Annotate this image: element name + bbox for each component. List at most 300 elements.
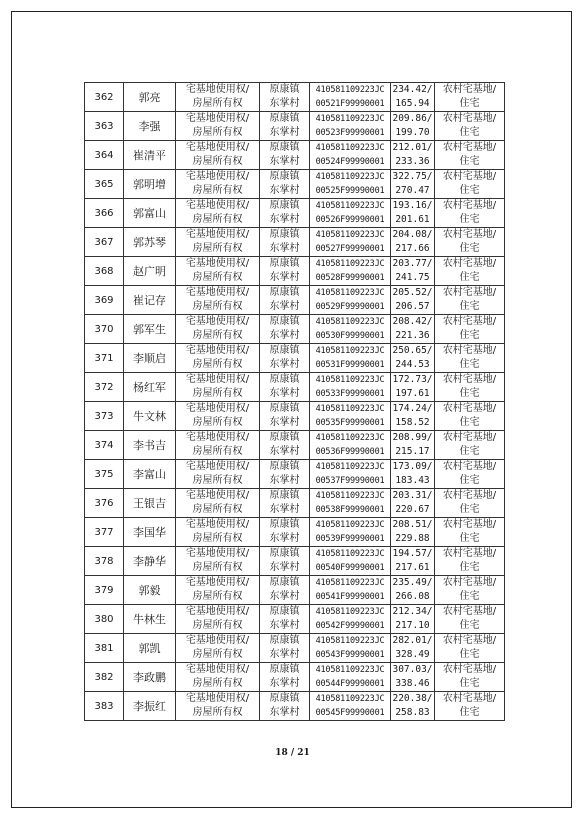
table-row	[85, 402, 505, 431]
table-row	[85, 315, 505, 344]
land-use-line: 农村宅基地/	[442, 577, 497, 588]
table-row	[85, 344, 505, 373]
parcel-code-line: 00545F99990001	[315, 708, 385, 718]
area-cell	[391, 576, 435, 605]
area-line: 204.08/	[392, 229, 433, 240]
location-line: 东掌村	[269, 620, 300, 631]
location-line: 原康镇	[269, 664, 300, 675]
location-cell	[260, 228, 310, 257]
parcel-code-line: 00542F99990001	[315, 621, 385, 631]
parcel-code-line: 00533F99990001	[315, 389, 385, 399]
location-line: 东掌村	[269, 330, 300, 341]
parcel-code-line: 00523F99990001	[315, 128, 385, 138]
row-number-cell: 366	[85, 199, 124, 228]
parcel-code-line: 410581109223JC	[315, 346, 385, 356]
row-number-cell: 370	[85, 315, 124, 344]
land-use-cell	[435, 286, 505, 315]
table-row	[85, 518, 505, 547]
parcel-code-line: 410581109223JC	[315, 375, 385, 385]
parcel-code-line: 00529F99990001	[315, 302, 385, 312]
parcel-code-line: 410581109223JC	[315, 578, 385, 588]
right-type-line: 宅基地使用权/	[185, 490, 250, 501]
location-line: 东掌村	[269, 533, 300, 544]
land-use-cell	[435, 547, 505, 576]
owner-name-cell: 郭毅	[124, 576, 176, 605]
parcel-code-cell	[310, 460, 391, 489]
land-use-cell	[435, 460, 505, 489]
land-use-line: 住宅	[459, 591, 480, 602]
land-use-line: 住宅	[459, 156, 480, 167]
location-line: 原康镇	[269, 287, 300, 298]
parcel-code-line: 410581109223JC	[315, 694, 385, 704]
area-line: 174.24/	[392, 403, 433, 414]
right-type-cell	[176, 518, 260, 547]
parcel-code-cell	[310, 257, 391, 286]
location-line: 东掌村	[269, 301, 300, 312]
parcel-code-cell	[310, 199, 391, 228]
owner-name-cell: 李强	[124, 112, 176, 141]
area-line: 220.67	[395, 504, 430, 515]
land-use-line: 住宅	[459, 243, 480, 254]
location-line: 原康镇	[269, 693, 300, 704]
row-number-cell: 380	[85, 605, 124, 634]
row-number-cell: 377	[85, 518, 124, 547]
right-type-line: 房屋所有权	[192, 388, 243, 399]
location-line: 东掌村	[269, 127, 300, 138]
owner-name-cell: 郭军生	[124, 315, 176, 344]
parcel-code-line: 410581109223JC	[315, 259, 385, 269]
land-use-cell	[435, 112, 505, 141]
area-line: 270.47	[395, 185, 430, 196]
parcel-code-cell	[310, 663, 391, 692]
parcel-code-cell	[310, 170, 391, 199]
right-type-line: 房屋所有权	[192, 620, 243, 631]
right-type-line: 宅基地使用权/	[185, 664, 250, 675]
location-line: 东掌村	[269, 707, 300, 718]
area-cell	[391, 344, 435, 373]
right-type-line: 宅基地使用权/	[185, 548, 250, 559]
parcel-code-cell	[310, 605, 391, 634]
area-cell	[391, 518, 435, 547]
area-line: 206.57	[395, 301, 430, 312]
area-line: 208.51/	[392, 519, 433, 530]
parcel-code-line: 00530F99990001	[315, 331, 385, 341]
land-use-cell	[435, 170, 505, 199]
right-type-line: 宅基地使用权/	[185, 287, 250, 298]
land-use-line: 农村宅基地/	[442, 519, 497, 530]
land-use-line: 住宅	[459, 301, 480, 312]
table-row	[85, 663, 505, 692]
row-number-cell: 362	[85, 83, 124, 112]
location-line: 东掌村	[269, 156, 300, 167]
area-line: 258.83	[395, 707, 430, 718]
land-use-line: 农村宅基地/	[442, 432, 497, 443]
land-use-line: 农村宅基地/	[442, 229, 497, 240]
land-use-line: 农村宅基地/	[442, 200, 497, 211]
parcel-code-line: 410581109223JC	[315, 404, 385, 414]
owner-name-cell: 牛林生	[124, 605, 176, 634]
table-row	[85, 692, 505, 721]
area-cell	[391, 141, 435, 170]
parcel-code-line: 00539F99990001	[315, 534, 385, 544]
land-use-cell	[435, 257, 505, 286]
land-use-cell	[435, 431, 505, 460]
row-number-cell: 374	[85, 431, 124, 460]
land-use-line: 农村宅基地/	[442, 403, 497, 414]
area-cell	[391, 228, 435, 257]
location-cell	[260, 460, 310, 489]
area-cell	[391, 402, 435, 431]
location-line: 东掌村	[269, 562, 300, 573]
row-number-cell: 376	[85, 489, 124, 518]
right-type-cell	[176, 460, 260, 489]
right-type-cell	[176, 315, 260, 344]
right-type-line: 宅基地使用权/	[185, 693, 250, 704]
land-use-line: 住宅	[459, 533, 480, 544]
right-type-line: 宅基地使用权/	[185, 345, 250, 356]
parcel-code-line: 410581109223JC	[315, 143, 385, 153]
owner-name-cell: 王银吉	[124, 489, 176, 518]
land-use-cell	[435, 373, 505, 402]
area-line: 244.53	[395, 359, 430, 370]
land-use-line: 农村宅基地/	[442, 635, 497, 646]
land-use-line: 住宅	[459, 98, 480, 109]
location-cell	[260, 199, 310, 228]
row-number-cell: 363	[85, 112, 124, 141]
right-type-line: 宅基地使用权/	[185, 577, 250, 588]
area-line: 221.36	[395, 330, 430, 341]
right-type-cell	[176, 257, 260, 286]
area-line: 266.08	[395, 591, 430, 602]
land-use-cell	[435, 692, 505, 721]
location-cell	[260, 257, 310, 286]
area-line: 194.57/	[392, 548, 433, 559]
land-use-line: 农村宅基地/	[442, 461, 497, 472]
right-type-line: 房屋所有权	[192, 533, 243, 544]
owner-name-cell: 崔清平	[124, 141, 176, 170]
parcel-code-line: 00536F99990001	[315, 447, 385, 457]
location-line: 东掌村	[269, 359, 300, 370]
owner-name-cell: 郭明增	[124, 170, 176, 199]
right-type-line: 房屋所有权	[192, 214, 243, 225]
page-number: 18 / 21	[275, 748, 310, 758]
parcel-code-cell	[310, 634, 391, 663]
location-line: 东掌村	[269, 98, 300, 109]
right-type-line: 宅基地使用权/	[185, 316, 250, 327]
owner-name-cell: 杨红军	[124, 373, 176, 402]
land-use-cell	[435, 315, 505, 344]
land-use-cell	[435, 605, 505, 634]
parcel-code-line: 00521F99990001	[315, 99, 385, 109]
area-cell	[391, 547, 435, 576]
owner-name-cell: 李振红	[124, 692, 176, 721]
area-line: 322.75/	[392, 171, 433, 182]
area-line: 183.43	[395, 475, 430, 486]
area-cell	[391, 315, 435, 344]
location-line: 东掌村	[269, 243, 300, 254]
table-row	[85, 605, 505, 634]
land-use-line: 住宅	[459, 417, 480, 428]
area-cell	[391, 170, 435, 199]
area-line: 229.88	[395, 533, 430, 544]
right-type-line: 房屋所有权	[192, 649, 243, 660]
right-type-line: 房屋所有权	[192, 301, 243, 312]
location-line: 原康镇	[269, 461, 300, 472]
table-row	[85, 141, 505, 170]
land-use-line: 住宅	[459, 272, 480, 283]
land-use-line: 住宅	[459, 214, 480, 225]
land-use-line: 住宅	[459, 707, 480, 718]
land-use-line: 农村宅基地/	[442, 287, 497, 298]
area-cell	[391, 199, 435, 228]
location-line: 原康镇	[269, 84, 300, 95]
area-cell	[391, 257, 435, 286]
right-type-line: 房屋所有权	[192, 127, 243, 138]
parcel-code-line: 410581109223JC	[315, 665, 385, 675]
area-line: 203.77/	[392, 258, 433, 269]
location-cell	[260, 518, 310, 547]
area-line: 250.65/	[392, 345, 433, 356]
location-cell	[260, 547, 310, 576]
land-use-cell	[435, 141, 505, 170]
land-use-line: 农村宅基地/	[442, 171, 497, 182]
parcel-code-cell	[310, 518, 391, 547]
area-line: 217.66	[395, 243, 430, 254]
table-row	[85, 489, 505, 518]
table-row	[85, 170, 505, 199]
location-cell	[260, 170, 310, 199]
area-cell	[391, 489, 435, 518]
land-use-line: 住宅	[459, 388, 480, 399]
owner-name-cell: 郭凯	[124, 634, 176, 663]
land-use-cell	[435, 518, 505, 547]
row-number-cell: 379	[85, 576, 124, 605]
right-type-line: 房屋所有权	[192, 475, 243, 486]
parcel-code-line: 410581109223JC	[315, 317, 385, 327]
area-line: 193.16/	[392, 200, 433, 211]
right-type-cell	[176, 663, 260, 692]
right-type-cell	[176, 489, 260, 518]
right-type-cell	[176, 83, 260, 112]
area-cell	[391, 431, 435, 460]
right-type-line: 宅基地使用权/	[185, 258, 250, 269]
area-line: 209.86/	[392, 113, 433, 124]
area-cell	[391, 83, 435, 112]
location-line: 东掌村	[269, 475, 300, 486]
area-line: 201.61	[395, 214, 430, 225]
parcel-code-line: 00525F99990001	[315, 186, 385, 196]
land-use-line: 农村宅基地/	[442, 84, 497, 95]
parcel-code-line: 410581109223JC	[315, 636, 385, 646]
right-type-line: 房屋所有权	[192, 678, 243, 689]
table-body	[85, 83, 505, 721]
parcel-code-line: 00544F99990001	[315, 679, 385, 689]
owner-name-cell: 李静华	[124, 547, 176, 576]
parcel-code-line: 00527F99990001	[315, 244, 385, 254]
location-line: 原康镇	[269, 171, 300, 182]
location-line: 原康镇	[269, 113, 300, 124]
location-line: 东掌村	[269, 185, 300, 196]
location-line: 东掌村	[269, 446, 300, 457]
land-use-line: 住宅	[459, 504, 480, 515]
land-use-line: 农村宅基地/	[442, 113, 497, 124]
parcel-code-cell	[310, 112, 391, 141]
right-type-line: 房屋所有权	[192, 504, 243, 515]
right-type-line: 房屋所有权	[192, 591, 243, 602]
area-line: 205.52/	[392, 287, 433, 298]
area-line: 338.46	[395, 678, 430, 689]
land-use-line: 住宅	[459, 359, 480, 370]
row-number-cell: 367	[85, 228, 124, 257]
parcel-code-line: 00524F99990001	[315, 157, 385, 167]
land-use-line: 农村宅基地/	[442, 374, 497, 385]
area-line: 241.75	[395, 272, 430, 283]
location-line: 原康镇	[269, 403, 300, 414]
right-type-line: 宅基地使用权/	[185, 635, 250, 646]
location-line: 原康镇	[269, 316, 300, 327]
parcel-code-line: 00540F99990001	[315, 563, 385, 573]
right-type-line: 宅基地使用权/	[185, 519, 250, 530]
land-use-line: 住宅	[459, 446, 480, 457]
area-line: 220.38/	[392, 693, 433, 704]
location-cell	[260, 692, 310, 721]
location-cell	[260, 112, 310, 141]
location-cell	[260, 83, 310, 112]
land-use-line: 住宅	[459, 649, 480, 660]
land-use-line: 农村宅基地/	[442, 316, 497, 327]
parcel-code-line: 00543F99990001	[315, 650, 385, 660]
location-line: 原康镇	[269, 374, 300, 385]
parcel-code-cell	[310, 692, 391, 721]
location-line: 原康镇	[269, 577, 300, 588]
parcel-code-cell	[310, 228, 391, 257]
right-type-cell	[176, 605, 260, 634]
land-use-line: 住宅	[459, 562, 480, 573]
area-line: 208.42/	[392, 316, 433, 327]
table-row	[85, 547, 505, 576]
parcel-code-cell	[310, 489, 391, 518]
land-use-cell	[435, 83, 505, 112]
parcel-code-line: 410581109223JC	[315, 85, 385, 95]
area-line: 217.61	[395, 562, 430, 573]
row-number-cell: 382	[85, 663, 124, 692]
location-line: 原康镇	[269, 142, 300, 153]
right-type-line: 宅基地使用权/	[185, 84, 250, 95]
owner-name-cell: 李政鹏	[124, 663, 176, 692]
area-line: 158.52	[395, 417, 430, 428]
table-row	[85, 634, 505, 663]
right-type-cell	[176, 547, 260, 576]
parcel-code-cell	[310, 402, 391, 431]
owner-name-cell: 崔记存	[124, 286, 176, 315]
row-number-cell: 373	[85, 402, 124, 431]
parcel-code-line: 00528F99990001	[315, 273, 385, 283]
row-number-cell: 365	[85, 170, 124, 199]
area-line: 212.01/	[392, 142, 433, 153]
area-cell	[391, 605, 435, 634]
land-use-line: 住宅	[459, 330, 480, 341]
land-use-line: 住宅	[459, 127, 480, 138]
land-use-cell	[435, 344, 505, 373]
parcel-code-cell	[310, 315, 391, 344]
area-cell	[391, 634, 435, 663]
table-row	[85, 199, 505, 228]
right-type-cell	[176, 199, 260, 228]
parcel-code-line: 00531F99990001	[315, 360, 385, 370]
location-line: 东掌村	[269, 591, 300, 602]
parcel-code-line: 410581109223JC	[315, 288, 385, 298]
location-line: 东掌村	[269, 649, 300, 660]
right-type-line: 房屋所有权	[192, 417, 243, 428]
row-number-cell: 381	[85, 634, 124, 663]
land-use-line: 农村宅基地/	[442, 258, 497, 269]
location-cell	[260, 141, 310, 170]
area-line: 208.99/	[392, 432, 433, 443]
location-cell	[260, 286, 310, 315]
table-row	[85, 112, 505, 141]
area-line: 307.03/	[392, 664, 433, 675]
right-type-line: 宅基地使用权/	[185, 200, 250, 211]
table-row	[85, 460, 505, 489]
parcel-code-line: 410581109223JC	[315, 172, 385, 182]
location-cell	[260, 344, 310, 373]
area-line: 199.70	[395, 127, 430, 138]
right-type-line: 宅基地使用权/	[185, 606, 250, 617]
area-line: 233.36	[395, 156, 430, 167]
location-cell	[260, 315, 310, 344]
parcel-code-line: 00541F99990001	[315, 592, 385, 602]
area-cell	[391, 286, 435, 315]
table-row	[85, 576, 505, 605]
area-line: 165.94	[395, 98, 430, 109]
row-number-cell: 371	[85, 344, 124, 373]
right-type-line: 宅基地使用权/	[185, 229, 250, 240]
location-line: 原康镇	[269, 258, 300, 269]
right-type-line: 房屋所有权	[192, 359, 243, 370]
parcel-code-line: 00526F99990001	[315, 215, 385, 225]
right-type-cell	[176, 228, 260, 257]
area-line: 235.49/	[392, 577, 433, 588]
location-cell	[260, 402, 310, 431]
parcel-code-line: 00537F99990001	[315, 476, 385, 486]
parcel-code-line: 410581109223JC	[315, 433, 385, 443]
right-type-line: 宅基地使用权/	[185, 403, 250, 414]
land-use-line: 农村宅基地/	[442, 548, 497, 559]
parcel-code-cell	[310, 547, 391, 576]
location-cell	[260, 576, 310, 605]
area-cell	[391, 663, 435, 692]
land-use-cell	[435, 663, 505, 692]
parcel-code-line: 00538F99990001	[315, 505, 385, 515]
right-type-cell	[176, 170, 260, 199]
location-line: 东掌村	[269, 214, 300, 225]
owner-name-cell: 郭苏琴	[124, 228, 176, 257]
right-type-cell	[176, 692, 260, 721]
location-cell	[260, 373, 310, 402]
parcel-code-cell	[310, 286, 391, 315]
row-number-cell: 383	[85, 692, 124, 721]
parcel-code-cell	[310, 83, 391, 112]
owner-name-cell: 郭亮	[124, 83, 176, 112]
land-use-line: 农村宅基地/	[442, 693, 497, 704]
row-number-cell: 368	[85, 257, 124, 286]
land-use-cell	[435, 228, 505, 257]
row-number-cell: 378	[85, 547, 124, 576]
row-number-cell: 375	[85, 460, 124, 489]
right-type-line: 房屋所有权	[192, 185, 243, 196]
parcel-code-line: 410581109223JC	[315, 491, 385, 501]
right-type-line: 宅基地使用权/	[185, 374, 250, 385]
